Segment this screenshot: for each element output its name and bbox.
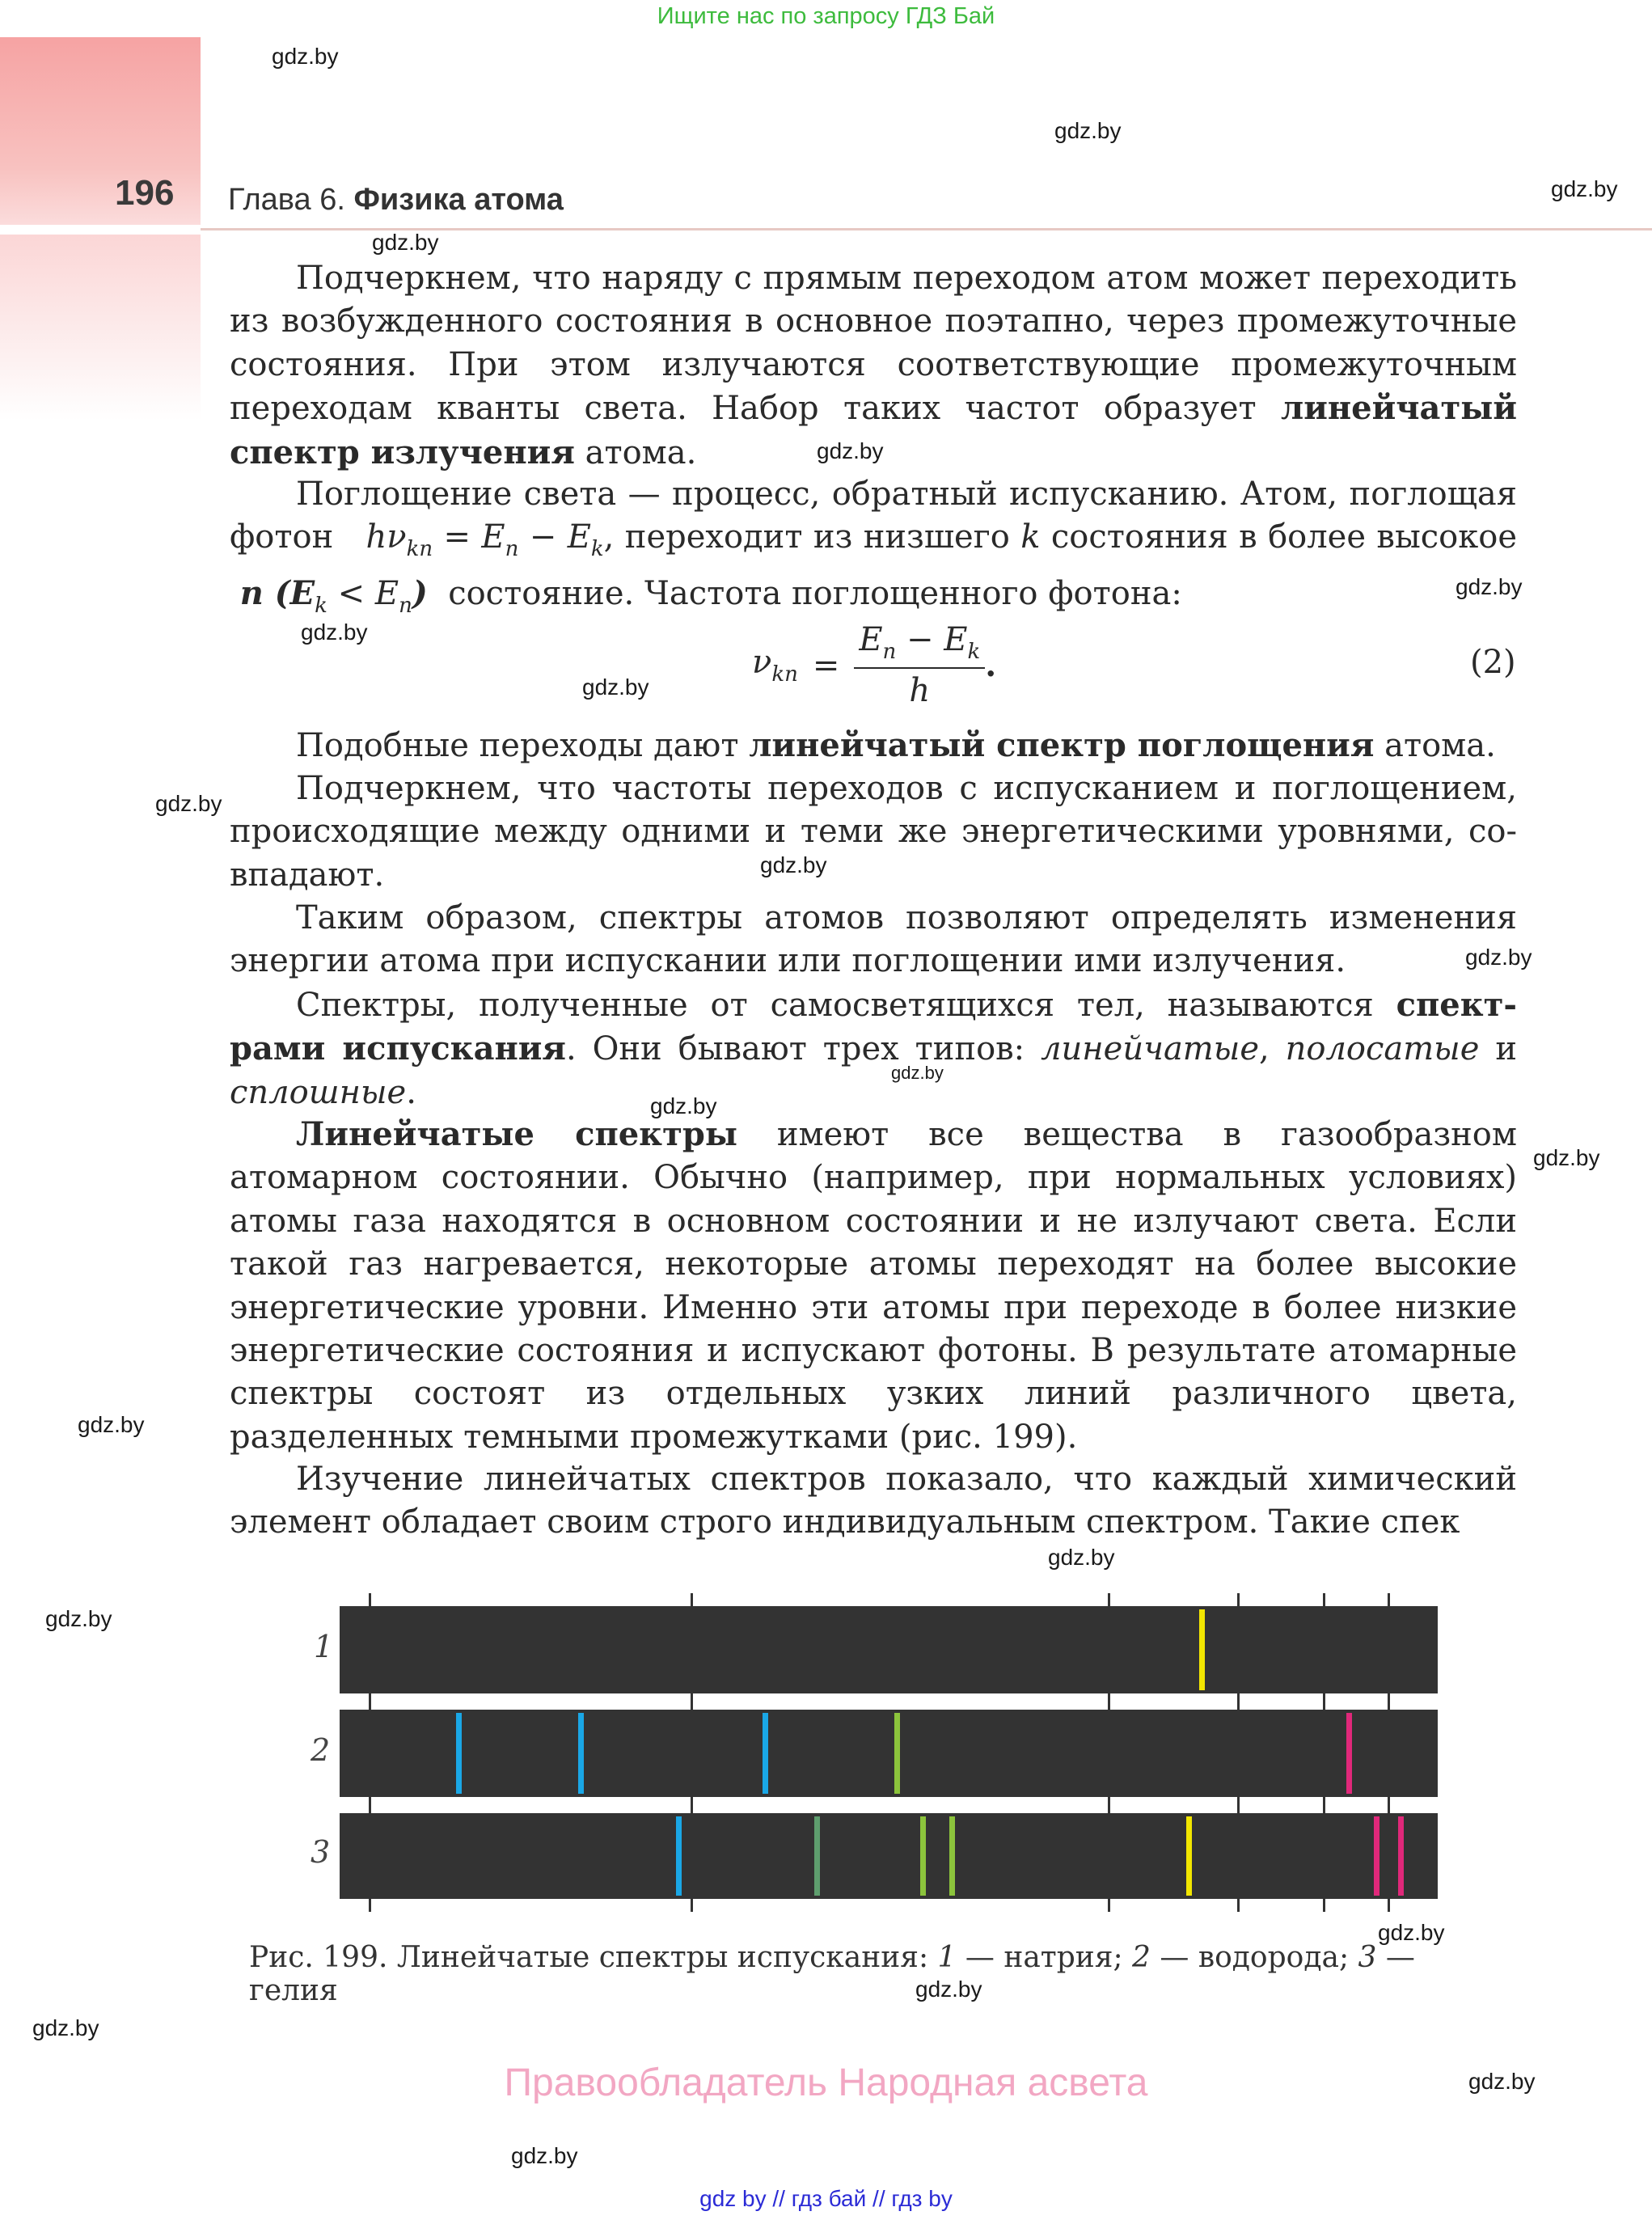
- watermark: gdz.by: [272, 44, 339, 69]
- spectral-line: [1186, 1816, 1192, 1896]
- top-banner[interactable]: Ищите нас по запросу ГДЗ Бай: [657, 3, 995, 29]
- spectral-line: [1398, 1816, 1404, 1896]
- spectral-line: [894, 1713, 900, 1794]
- equation-fraction: [854, 621, 985, 709]
- photon-energy-formula: $h\nu_{kn} = E_n - E_k$: [365, 518, 604, 562]
- lower-state-symbol: k: [1020, 518, 1041, 556]
- axis-tick: [1388, 1899, 1390, 1912]
- watermark: gdz.by: [1468, 2069, 1536, 2094]
- spectral-line: [456, 1713, 462, 1794]
- axis-tick: [369, 1899, 371, 1912]
- watermark: gdz.by: [1048, 1545, 1115, 1570]
- spectrum-band-hydrogen: [340, 1710, 1438, 1797]
- paragraph-individual-spectrum: Изучение линейчатых спектров показало, что каждый химический элемент обладает своим строго индивидуальным спектром. Такие спек: [230, 1461, 1517, 1541]
- equation-number: (2): [1470, 644, 1516, 681]
- axis-tick: [1323, 1899, 1325, 1912]
- spectrum-band-sodium: [340, 1606, 1438, 1693]
- axis-tick: [369, 1693, 371, 1710]
- spectrum-label-3: 3: [311, 1834, 331, 1870]
- axis-tick: [369, 1797, 371, 1813]
- axis-tick: [1108, 1899, 1110, 1912]
- paragraph-frequencies-coincide: Подчеркнем, что частоты переходов с испусканием и поглощением, происходящие между одними и теми же энергетическими уровнями, совпадают.: [230, 770, 1517, 894]
- watermark: gdz.by: [511, 2143, 578, 2168]
- axis-tick: [1388, 1797, 1390, 1813]
- watermark: gdz.by: [650, 1093, 717, 1118]
- paragraph-absorption-spectrum: Подобные переходы дают линейчатый спектр поглощения атома.: [296, 726, 1496, 764]
- axis-tick: [1237, 1899, 1240, 1912]
- spectral-line: [949, 1816, 955, 1896]
- axis-tick: [369, 1593, 371, 1606]
- axis-tick: [1388, 1593, 1390, 1606]
- term-line-spectra: Линейчатые спектры: [296, 1115, 737, 1153]
- spectral-line: [1199, 1609, 1205, 1690]
- watermark: gdz.by: [817, 438, 884, 463]
- chapter-title: Физика атома: [353, 183, 564, 217]
- axis-tick: [691, 1797, 693, 1813]
- watermark: gdz.by: [1456, 574, 1523, 599]
- page-tab-fade: [0, 235, 201, 421]
- axis-tick: [1237, 1797, 1240, 1813]
- axis-tick: [691, 1899, 693, 1912]
- equation-equals: =: [812, 646, 840, 684]
- term-absorption-line-spectrum: линейчатый спектр поглощения: [749, 726, 1375, 764]
- spectral-line: [578, 1713, 584, 1794]
- higher-state-condition: n $(E_k < E_n)$: [239, 573, 428, 618]
- paragraph-absorption: Поглощение света — процесс, обратный испусканию. Атом, поглощая фотон $h\nu_{kn} = E_n - E_k$, переходит из низшего k состояния в более высокое n $(E_k < E_n)$ состояние. Частота поглощенного фотона:: [230, 476, 1518, 618]
- watermark: gdz.by: [1054, 118, 1122, 143]
- paragraph-intermediate-transitions: Подчеркнем, что наряду с прямым переходом атом может переходить из возбужденного состояния в основное поэтапно, через промежуточные состояния. При этом излучаются соответствующие промежуточным переходам кванты света. Набор таких частот образует линейчатый спектр излучения атома.: [230, 260, 1517, 471]
- spectral-line: [763, 1713, 768, 1794]
- chapter-prefix: Глава 6.: [228, 183, 345, 217]
- figure-caption: Рис. 199. Линейчатые спектры испускания: 1 — натрия; 2 — водорода; 3 — гелия: [249, 1941, 1415, 2007]
- axis-tick: [1388, 1693, 1390, 1710]
- spectral-line: [676, 1816, 682, 1896]
- watermark: gdz.by: [155, 791, 222, 816]
- axis-tick: [1323, 1797, 1325, 1813]
- page-number: 196: [115, 173, 175, 213]
- equation-numerator: $E_n - E_k$: [854, 621, 985, 669]
- watermark: gdz.by: [582, 674, 649, 700]
- copyright-notice: Правообладатель Народная асвета: [504, 2061, 1148, 2104]
- watermark: gdz.by: [1533, 1145, 1600, 1170]
- watermark: gdz.by: [1551, 176, 1618, 201]
- term-emission-line-spectrum: линейчатый спектр излучения: [230, 389, 1517, 471]
- spectral-line: [814, 1816, 820, 1896]
- term-emission-spectra: спектрами испускания: [230, 986, 1517, 1068]
- axis-tick: [691, 1593, 693, 1606]
- watermark: gdz.by: [45, 1606, 112, 1631]
- watermark: gdz.by: [891, 1063, 944, 1083]
- axis-tick: [1108, 1593, 1110, 1606]
- watermark: gdz.by: [301, 619, 368, 645]
- spectrum-label-1: 1: [314, 1629, 334, 1664]
- axis-tick: [1323, 1593, 1325, 1606]
- paragraph-emission-spectra-types: Спектры, полученные от самосветящихся тел, называются спектрами испускания. Они бывают трех типов: линейчатые, полосатые и сплошные.: [230, 986, 1517, 1111]
- spectral-line: [920, 1816, 926, 1896]
- equation-absorbed-frequency: $\nu_{kn}$ = $\frac{E_n - E_k}{h}$ .: [752, 621, 997, 709]
- paragraph-line-spectra: Линейчатые спектры имеют все вещества в газообразном атомарном состоянии. Обычно (например, при нормальных условиях) атомы газа находятся в основном состоянии и не излучают света. Если такой газ нагревается, некоторые атомы переходят на более высокие энергетические уровни. Именно эти атомы при переходе в более низкие энергетические состояния и испускают фотоны. В результате атомарные спектры состоят из отдельных узких линий различного цвета, разделенных темными промежутками (рис. 199).: [230, 1115, 1517, 1456]
- equation-denominator: h: [909, 672, 931, 709]
- spectral-line: [1374, 1816, 1379, 1896]
- watermark: gdz.by: [1465, 945, 1532, 970]
- axis-tick: [1237, 1593, 1240, 1606]
- watermark: gdz.by: [915, 1977, 982, 2002]
- watermark: gdz.by: [78, 1412, 145, 1437]
- axis-tick: [1108, 1797, 1110, 1813]
- paragraph-energy-changes: Таким образом, спектры атомов позволяют определять изменения энергии атома при испускании или поглощении ими излучения.: [230, 899, 1517, 980]
- watermark: gdz.by: [1378, 1920, 1445, 1945]
- equation-lhs: $\nu_{kn}$: [752, 644, 798, 687]
- spectrum-label-2: 2: [311, 1732, 331, 1768]
- spectral-line: [1346, 1713, 1352, 1794]
- spectrum-band-helium: [340, 1813, 1438, 1899]
- axis-tick: [1108, 1693, 1110, 1710]
- watermark: gdz.by: [760, 852, 827, 877]
- watermark: gdz.by: [32, 2015, 99, 2040]
- axis-tick: [691, 1693, 693, 1710]
- axis-tick: [1237, 1693, 1240, 1710]
- axis-tick: [1323, 1693, 1325, 1710]
- watermark: gdz.by: [372, 230, 439, 255]
- chapter-heading: [228, 183, 564, 218]
- footer-links[interactable]: gdz by // гдз бай // гдз by: [699, 2186, 953, 2211]
